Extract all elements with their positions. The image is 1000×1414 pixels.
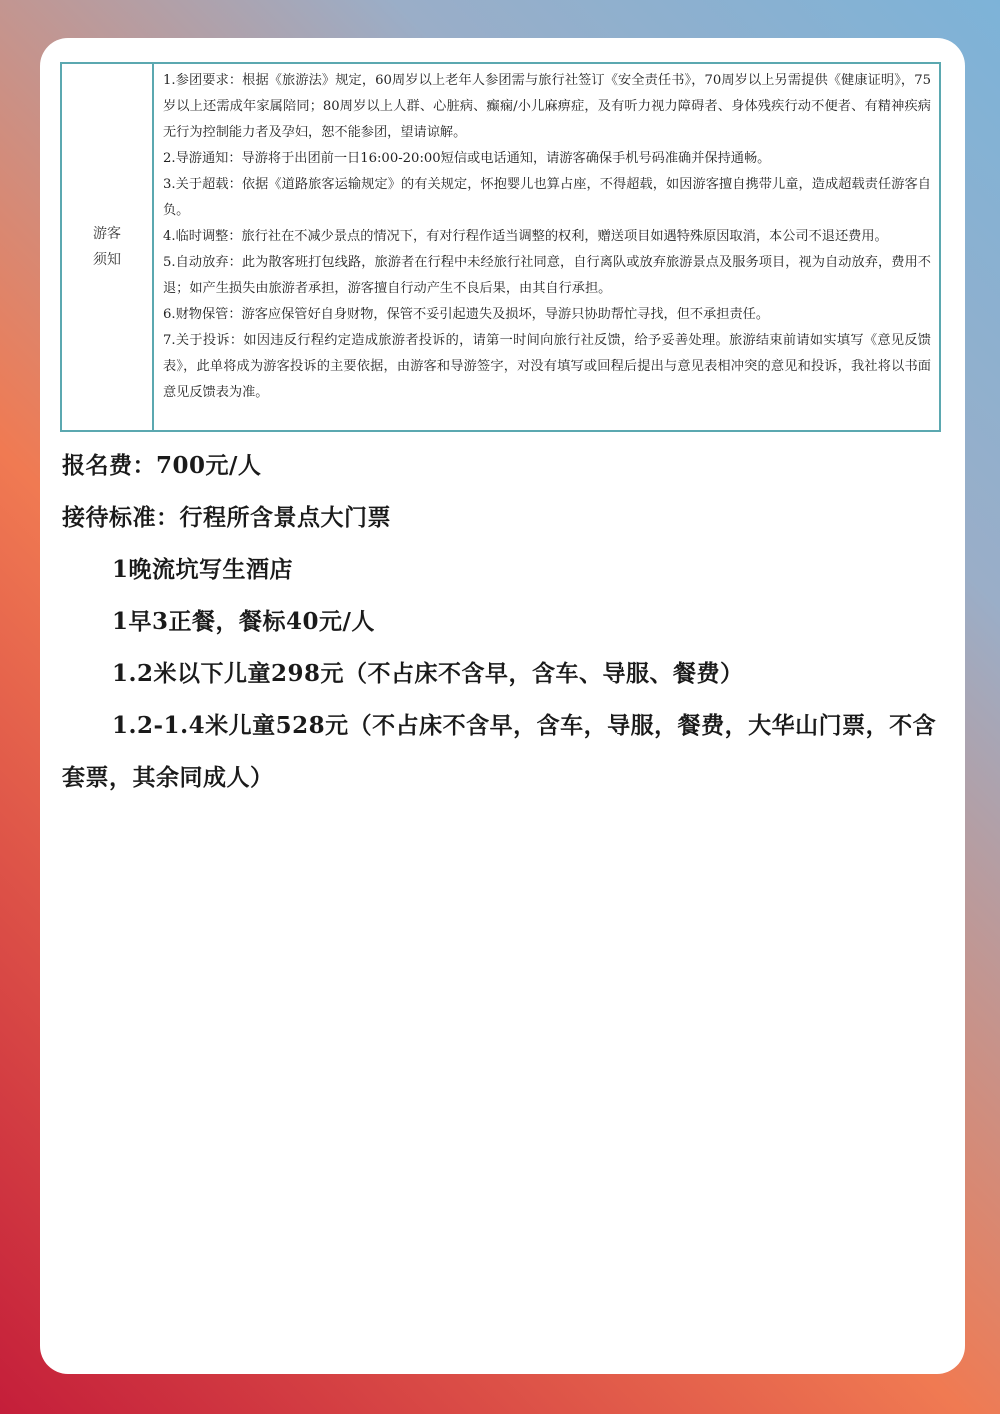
- notice-item-adjustment: 4.临时调整：旅行社在不减少景点的情况下，有对行程作适当调整的权利，赠送项目如遇特殊原因取消，本公司不退还费用。: [163, 229, 888, 244]
- notice-label: 游客须知: [93, 226, 121, 268]
- child-price-under-1-2: 1.2米以下儿童298元（不占床不含早，含车、导服、餐费）: [112, 660, 744, 687]
- notice-label-cell: [62, 64, 154, 430]
- registration-fee: 报名费：700元/人: [62, 452, 262, 479]
- meals-info: 1早3正餐，餐标40元/人: [112, 608, 375, 635]
- fee-block: [62, 440, 942, 804]
- child-price-1-2-to-1-4: 1.2-1.4米儿童528元（不占床不含早，含车，导服，餐费，大华山门票，不含套票，其余同成人）: [62, 712, 937, 791]
- notice-item-abandon: 5.自动放弃：此为散客班打包线路，旅游者在行程中未经旅行社同意，自行离队或放弃旅游景点及服务项目，视为自动放弃，费用不退；如产生损失由旅游者承担，游客擅自行动产生不良后果，由其自行承担。: [163, 255, 931, 296]
- notice-item-guide-notification: 2.导游通知：导游将于出团前一日16:00-20:00短信或电话通知，请游客确保手机号码准确并保持通畅。: [163, 151, 771, 166]
- notice-content: [154, 64, 939, 430]
- notice-item-belongings: 6.财物保管：游客应保管好自身财物，保管不妥引起遗失及损坏，导游只协助帮忙寻找，但不承担责任。: [163, 307, 770, 322]
- hotel-info: 1晚流坑写生酒店: [112, 556, 294, 583]
- notice-item-complaint: 7.关于投诉：如因违反行程约定造成旅游者投诉的，请第一时间向旅行社反馈，给予妥善处理。旅游结束前请如实填写《意见反馈表》，此单将成为游客投诉的主要依据，由游客和导游签字，对没有填写或回程后提出与意见表相冲突的意见和投诉，我社将以书面意见反馈表为准。: [163, 333, 931, 400]
- reception-standard: 接待标准：行程所含景点大门票: [62, 504, 391, 531]
- notice-item-participation: 1.参团要求：根据《旅游法》规定，60周岁以上老年人参团需与旅行社签订《安全责任书》，70周岁以上另需提供《健康证明》，75岁以上还需成年家属陪同；80周岁以上人群、心脏病、癫痫/小儿麻痹症，及有听力视力障碍者、身体残疾行动不便者、有精神疾病无行为控制能力者及孕妇，恕不能参团，望请谅解。: [163, 73, 931, 140]
- notice-item-overload: 3.关于超载：依据《道路旅客运输规定》的有关规定，怀抱婴儿也算占座，不得超载，如因游客擅自携带儿童，造成超载责任游客自负。: [163, 177, 931, 218]
- tourist-notice-table: [60, 62, 941, 432]
- page-card: [40, 38, 965, 1374]
